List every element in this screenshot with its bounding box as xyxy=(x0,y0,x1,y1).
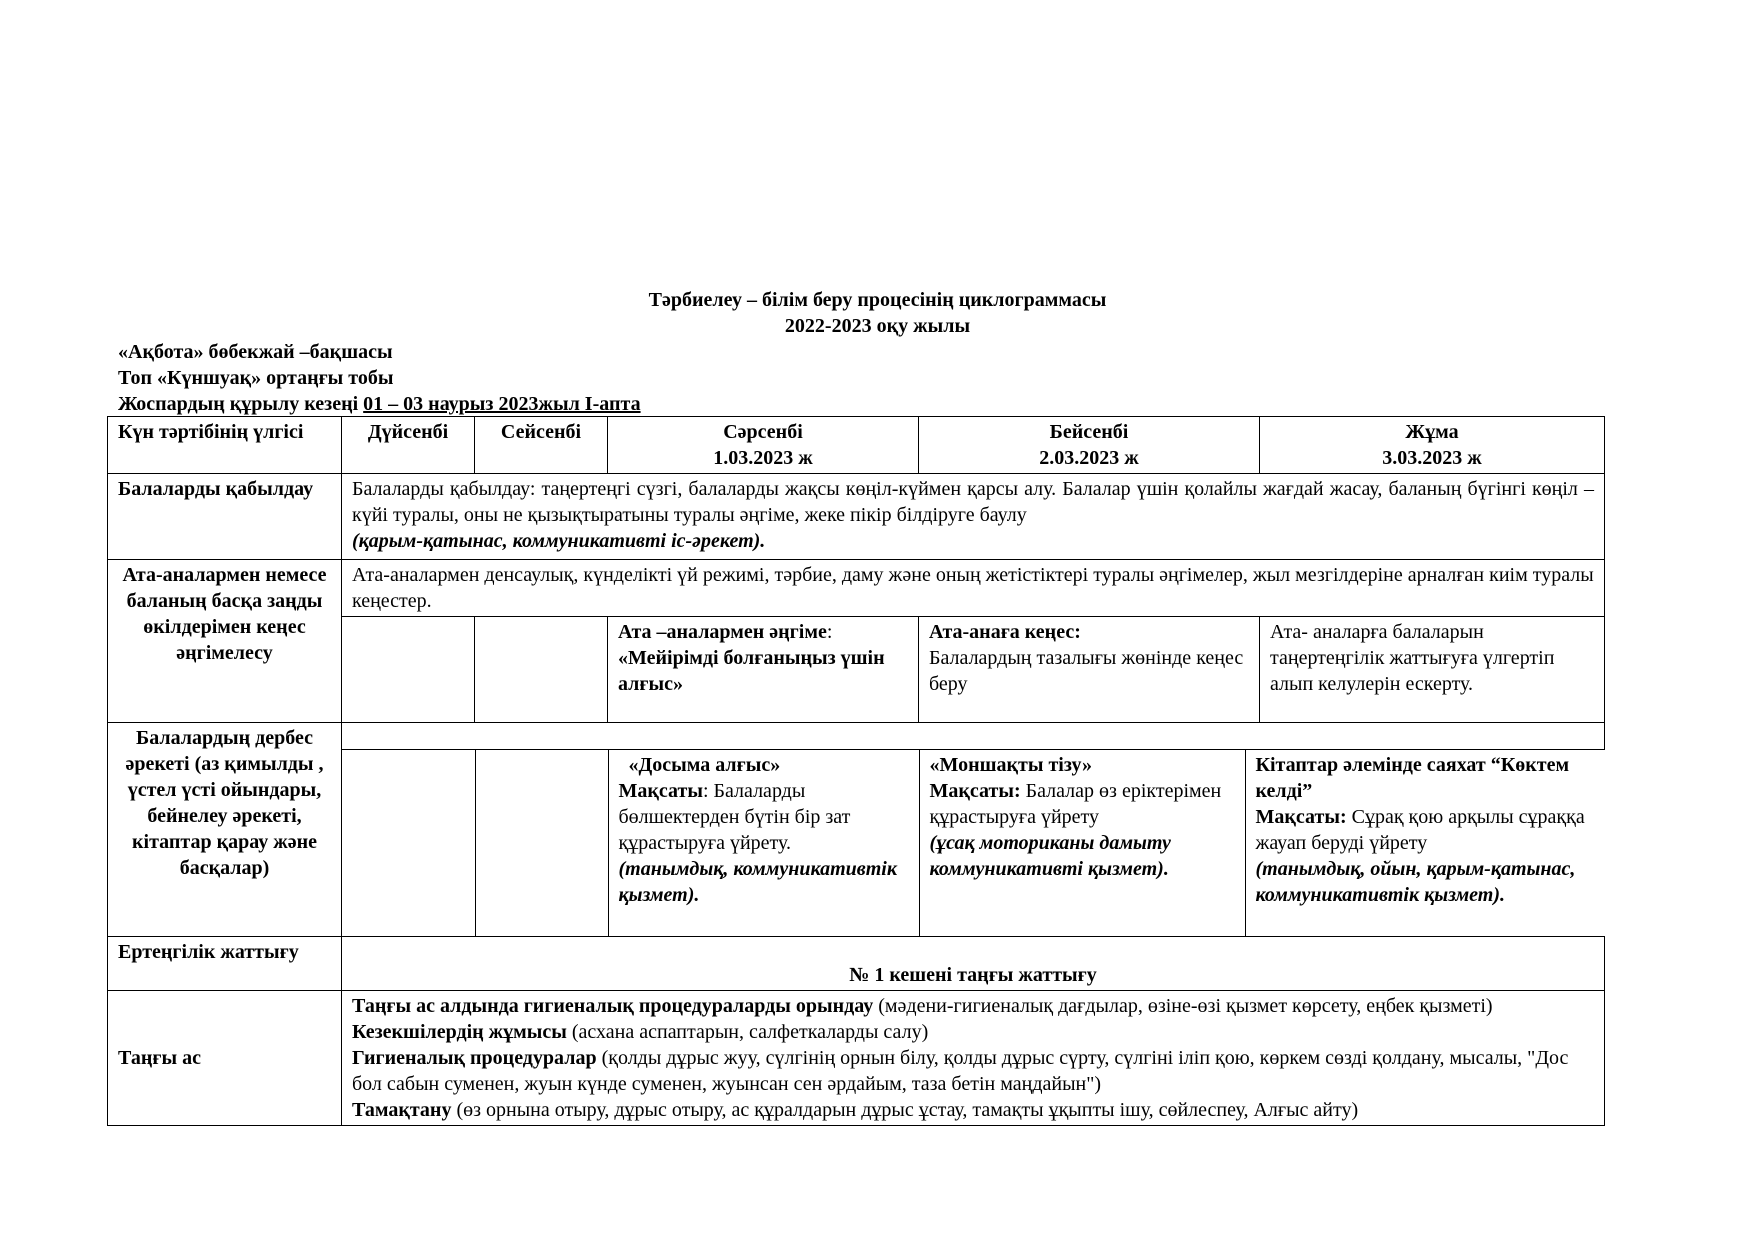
parents-tuesday xyxy=(475,617,608,723)
activity-wed-goal-label: Мақсаты xyxy=(618,780,703,802)
kindergarten-name: «Ақбота» бөбекжай –бақшасы xyxy=(118,341,393,363)
activity-thursday xyxy=(919,750,1245,936)
parents-monday xyxy=(342,617,475,723)
header-thursday xyxy=(919,417,1260,474)
activity-friday xyxy=(1245,750,1605,936)
exercise-text: № 1 кешені таңғы жаттығу xyxy=(342,937,1605,991)
header-wednesday xyxy=(608,417,919,474)
wednesday-label: Сәрсенбі xyxy=(723,421,803,443)
table-row xyxy=(108,560,1605,617)
parents-label: Ата-аналармен немесе баланың басқа заңды өкілдерімен кеңес әңгімелесу xyxy=(108,560,342,723)
activity-inner-table xyxy=(342,750,1605,936)
header-schedule: Күн тәртібінің үлгісі xyxy=(108,417,342,474)
activity-thu-goal-label: Мақсаты: xyxy=(929,780,1021,802)
parents-wednesday xyxy=(608,617,919,723)
academic-year: 2022-2023 оқу жылы xyxy=(784,315,971,337)
activity-fri-note: (танымдық, ойын, қарым-қатынас, коммуникативтік қызмет). xyxy=(1255,858,1576,906)
table-row xyxy=(108,991,1605,1126)
activity-wed-title: «Досыма алғыс» xyxy=(628,754,781,776)
plan-period-label: Жоспардың құрылу кезеңі xyxy=(118,393,364,415)
activity-empty-row xyxy=(342,723,1605,750)
friday-label: Жұма xyxy=(1405,421,1459,443)
wednesday-date: 1.03.2023 ж xyxy=(713,447,813,469)
breakfast-cell xyxy=(342,991,1605,1126)
thursday-label: Бейсенбі xyxy=(1049,421,1129,443)
activity-wed-goal: : Балаларды бөлшектерден бүтін бір зат құрастыруға үйрету. xyxy=(618,780,851,854)
activity-cells xyxy=(342,750,1605,937)
breakfast-label: Таңғы ас xyxy=(108,991,342,1126)
reception-label: Балаларды қабылдау xyxy=(108,474,342,560)
parents-friday: Ата- аналарға балаларын таңертеңгілік жаттығуға үлгертіп алып келулерін ескерту. xyxy=(1260,617,1605,723)
plan-period xyxy=(118,391,641,417)
activity-fri-goal-label: Мақсаты: xyxy=(1255,806,1347,828)
table-row xyxy=(108,937,1605,991)
parents-general: Ата-аналармен денсаулық, күнделікті үй режимі, тәрбие, даму және оның жетістіктері туралы әңгімелер, жыл мезгілдеріне арналған киім туралы кеңестер. xyxy=(342,560,1605,617)
friday-date: 3.03.2023 ж xyxy=(1382,447,1482,469)
table-row xyxy=(108,474,1605,560)
plan-period-value: 01 – 03 наурыз 2023жыл I-апта xyxy=(363,393,641,415)
parents-thu-title: Ата-анаға кеңес: xyxy=(929,621,1081,643)
breakfast-line-4: Тамақтану (өз орнына отыру, дұрыс отыру, ас құралдарын дұрыс ұстау, тамақты ұқыпты ішу, сөйлеспеу, Алғыс айту) xyxy=(352,1099,1359,1121)
breakfast-line-1: Таңғы ас алдында гигиеналық процедураларды орындау (мәдени-гигиеналық дағдылар, өзіне-өзі қызмет көрсету, еңбек қызметі) xyxy=(352,995,1493,1017)
reception-note: (қарым-қатынас, коммуникативті іс-әрекет). xyxy=(352,530,766,552)
header-monday: Дүйсенбі xyxy=(342,417,475,474)
activity-tuesday xyxy=(475,750,608,936)
parents-wed-text: «Мейірімді болғаныңыз үшін алғыс» xyxy=(618,647,885,695)
activity-wednesday xyxy=(608,750,919,936)
exercise-label: Ертеңгілік жаттығу xyxy=(108,937,342,991)
parents-wed-colon: : xyxy=(826,621,833,643)
document-title: Тәрбиелеу – білім беру процесінің циклограммасы xyxy=(648,289,1107,311)
parents-thursday xyxy=(919,617,1260,723)
activity-label: Балалардың дербес әрекеті (аз қимылды , үстел үсті ойындары, бейнелеу әрекеті, кітаптар қарау және басқалар) xyxy=(108,723,342,937)
activity-fri-goal: Сұрақ қою арқылы сұраққа жауап беруді үйрету xyxy=(1255,806,1585,854)
activity-thu-title: «Моншақты тізу» xyxy=(929,754,1092,776)
group-name: Топ «Күншуақ» ортаңғы тобы xyxy=(118,367,394,389)
activity-thu-goal: Балалар өз еріктерімен құрастыруға үйрету xyxy=(929,780,1222,828)
header-tuesday: Сейсенбі xyxy=(475,417,608,474)
reception-text: Балаларды қабылдау: таңертеңгі сүзгі, балаларды жақсы көңіл-күймен қарсы алу. Балалар үшін қолайлы жағдай жасау, баланың бүгінгі көңіл – күйі туралы, оны не қызықтыратыны туралы әңгіме, жеке пікір білдіруге баулу xyxy=(352,478,1594,526)
activity-fri-title: Кітаптар әлемінде саяхат “Көктем келді” xyxy=(1255,754,1570,802)
breakfast-line-3: Гигиеналық процедуралар (қолды дұрыс жуу, сүлгінің орнын білу, қолды дұрыс сүрту, сүлгіні іліп қою, көркем сөзді қолдану, мысалы, "Дос бол сабын суменен, жуын күнде суменен, жуынсан сен әрдайым, таза бетін маңдайын") xyxy=(352,1047,1569,1095)
activity-wed-note: (танымдық, коммуникативтік қызмет). xyxy=(618,858,897,906)
activity-thu-note: (ұсақ моториканы дамыту коммуникативті қызмет). xyxy=(929,832,1171,880)
cyclogram-table xyxy=(107,416,1605,1126)
activity-monday xyxy=(342,750,475,936)
header-friday xyxy=(1260,417,1605,474)
breakfast-line-2: Кезекшілердің жұмысы (асхана аспаптарын, салфеткаларды салу) xyxy=(352,1021,929,1043)
table-row xyxy=(108,417,1605,474)
parents-wed-title: Ата –аналармен әңгіме xyxy=(618,621,827,643)
table-row xyxy=(108,723,1605,750)
parents-thu-text: Балалардың тазалығы жөнінде кеңес беру xyxy=(929,647,1244,695)
thursday-date: 2.03.2023 ж xyxy=(1039,447,1139,469)
reception-cell xyxy=(342,474,1605,560)
